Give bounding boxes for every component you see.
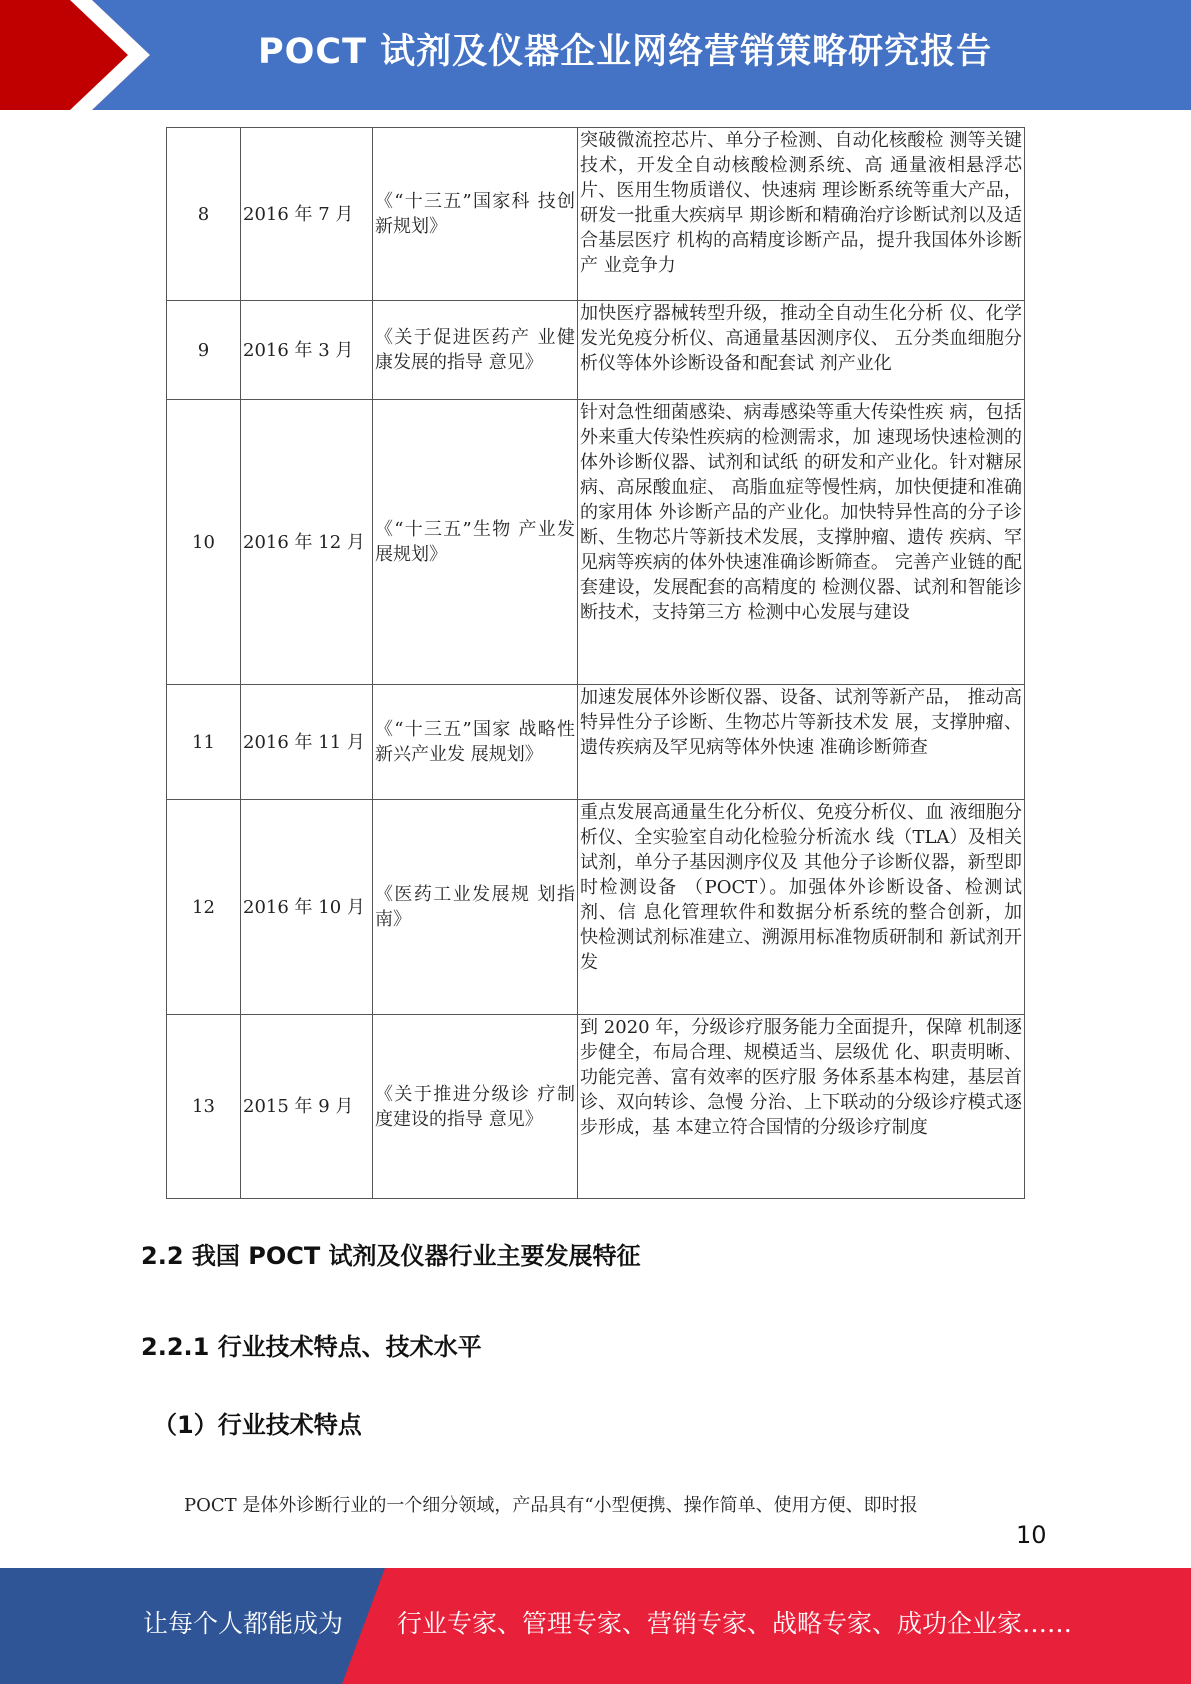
table-row [167,301,1025,400]
row-document: 《“十三五”国家科 技创新规划》 [373,128,578,301]
row-content-text: 加快医疗器械转型升级，推动全自动生化分析 仪、化学发光免疫分析仪、高通量基因测序仪、 五分类血细胞分析仪等体外诊断设备和配套试 剂产业化 [580,303,1022,374]
row-content [578,800,1025,1015]
row-content-text: 加速发展体外诊断仪器、设备、试剂等新产品， 推动高特异性分子诊断、生物芯片等新技术发 展，支撑肿瘤、遗传疾病及罕见病等体外快速 准确诊断筛查 [580,687,1022,758]
row-number: 10 [167,400,241,685]
row-content-text: 到 2020 年，分级诊疗服务能力全面提升，保障 机制逐步健全，布局合理、规模适当、层级优 化、职责明晰、功能完善、富有效率的医疗服 务体系基本构建，基层首诊、双向转诊、急慢 分治、上下联动的分级诊疗模式逐步形成，基 本建立符合国情的分级诊疗制度 [580,1017,1022,1138]
row-date: 2016 年 7 月 [241,128,373,301]
row-content [578,301,1025,400]
row-number: 13 [167,1015,241,1199]
table-row [167,400,1025,685]
row-number: 11 [167,685,241,800]
row-date: 2016 年 10 月 [241,800,373,1015]
page-header [0,0,1191,110]
row-content [578,400,1025,685]
footer-slogan-left: 让每个人都能成为 [143,1609,344,1638]
row-document: 《医药工业发展规 划指南》 [373,800,578,1015]
page-footer [0,1568,1191,1684]
row-date: 2016 年 3 月 [241,301,373,400]
row-document: 《关于促进医药产 业健康发展的指导 意见》 [373,301,578,400]
sub-subsection-heading: （1）行业技术特点 [153,1411,362,1439]
row-date: 2016 年 12 月 [241,400,373,685]
row-number: 9 [167,301,241,400]
row-content [578,128,1025,301]
row-content [578,685,1025,800]
report-title: POCT 试剂及仪器企业网络营销策略研究报告 [258,32,993,72]
footer-slogan-right: 行业专家、管理专家、营销专家、战略专家、成功企业家…… [397,1609,1073,1638]
section-heading: 2.2 我国 POCT 试剂及仪器行业主要发展特征 [141,1242,641,1270]
subsection-heading: 2.2.1 行业技术特点、技术水平 [141,1333,482,1361]
row-content-text: 针对急性细菌感染、病毒感染等重大传染性疾 病，包括外来重大传染性疾病的检测需求，加 速现场快速检测的体外诊断仪器、试剂和试纸 的研发和产业化。针对糖尿病、高尿酸血症、 高脂血症等慢性病，加快便捷和准确的家用体 外诊断产品的产业化。加快特异性高的分子诊 断、生物芯片等新技术发展，支撑肿瘤、遗传 疾病、罕见病等疾病的体外快速准确诊断筛查。 完善产业链的配套建设，发展配套的高精度的 检测仪器、试剂和智能诊断技术，支持第三方 检测中心发展与建设 [580,402,1022,623]
table-row [167,128,1025,301]
table-row [167,685,1025,800]
row-date: 2016 年 11 月 [241,685,373,800]
page-number: 10 [1016,1521,1047,1549]
row-document: 《“十三五”国家 战略性新兴产业发 展规划》 [373,685,578,800]
row-content-text: 重点发展高通量生化分析仪、免疫分析仪、血 液细胞分析仪、全实验室自动化检验分析流水 线（TLA）及相关试剂，单分子基因测序仪及 其他分子诊断仪器，新型即时检测设备 （POCT）。加强体外诊断设备、检测试剂、信 息化管理软件和数据分析系统的整合创新，加 快检测试剂标准建立、溯源用标准物质研制和 新试剂开发 [580,802,1022,973]
body-paragraph: POCT 是体外诊断行业的一个细分领域，产品具有“小型便携、操作简单、使用方便、即时报 [184,1495,918,1516]
table-row [167,800,1025,1015]
row-document: 《关于推进分级诊 疗制度建设的指导 意见》 [373,1015,578,1199]
row-content [578,1015,1025,1199]
row-date: 2015 年 9 月 [241,1015,373,1199]
row-number: 12 [167,800,241,1015]
policy-table [166,127,1025,1199]
table-row [167,1015,1025,1199]
row-document: 《“十三五”生物 产业发展规划》 [373,400,578,685]
row-number: 8 [167,128,241,301]
row-content-text: 突破微流控芯片、单分子检测、自动化核酸检 测等关键技术，开发全自动核酸检测系统、高 通量液相悬浮芯片、医用生物质谱仪、快速病 理诊断系统等重大产品，研发一批重大疾病早 期诊断和精确治疗诊断试剂以及适合基层医疗 机构的高精度诊断产品，提升我国体外诊断产 业竞争力 [580,130,1022,276]
